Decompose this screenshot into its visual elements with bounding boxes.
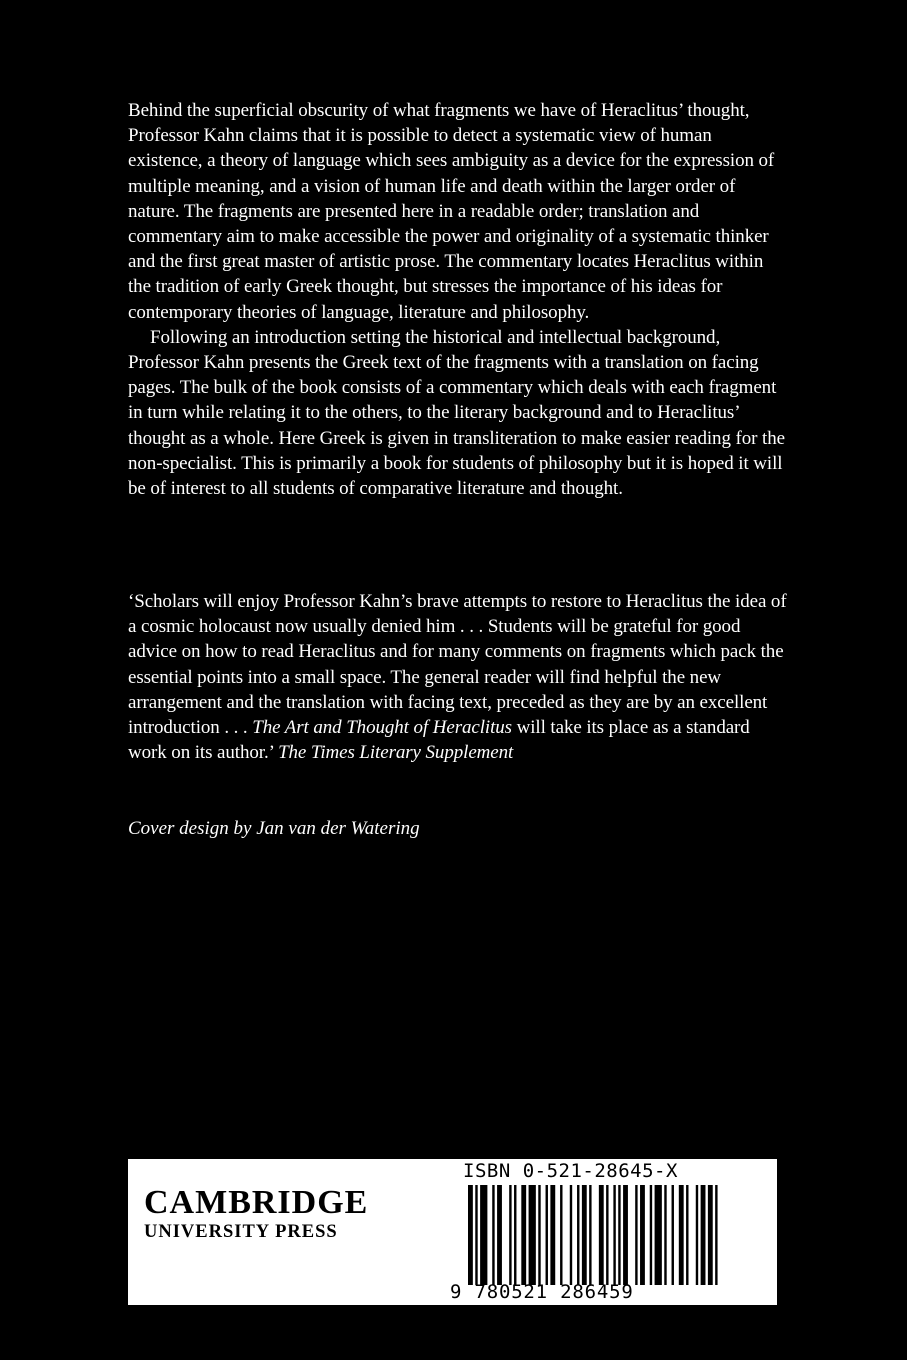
publisher-name: CAMBRIDGE (144, 1184, 369, 1221)
review-book-title: The Art and Thought of Heraclitus (252, 717, 512, 739)
review-source: The Times Literary Supplement (278, 742, 514, 764)
barcode-number: 9 780521 286459 (450, 1281, 634, 1303)
barcode-icon (468, 1185, 720, 1285)
blurb-paragraph-2: Following an introduction setting the historical and intellectual background, Professor Kahn presents the Greek text of the fragments with a translation on facing pages. The bulk of the book consists of a commentary which deals with each fragment in turn while relating it to the others, to the literary background and to Heraclitus’ thought as a whole. Here Greek is given in transliteration to make easier reading for the non-specialist. This is primarily a book for students of philosophy but it is hoped it will be of interest to all students of comparative literature and thought. (128, 326, 785, 500)
review-text-before: ‘Scholars will enjoy Professor Kahn’s brave attempts to restore to Heraclitus the idea of a cosmic holocaust now usually denied him . . . Students will be grateful for good advice on how to read Heraclitus and for many comments on fragments which pack the essential points into a small space. The general reader will find helpful the new arrangement and the translation with facing text, preceded as they are by an excellent introduction . . . (128, 591, 787, 739)
publisher-footer (128, 1159, 777, 1305)
publisher-logo (144, 1185, 368, 1243)
cover-design-credit: Cover design by Jan van der Watering (128, 818, 420, 839)
blurb (128, 98, 788, 501)
blurb-paragraph-1: Behind the superficial obscurity of what fragments we have of Heraclitus’ thought, Professor Kahn claims that it is possible to detect a systematic view of human existence, a theory of language which sees ambiguity as a device for the expression of multiple meaning, and a vision of human life and death within the larger order of nature. The fragments are presented here in a readable order; translation and commentary aim to make accessible the power and originality of a systematic thinker and the first great master of artistic prose. The commentary locates Heraclitus within the tradition of early Greek thought, but stresses the importance of his ideas for contemporary theories of language, literature and philosophy. (128, 100, 775, 323)
review-quote (128, 589, 788, 765)
publisher-subtitle: UNIVERSITY PRESS (144, 1222, 338, 1242)
isbn-label: ISBN 0-521-28645-X (463, 1160, 678, 1182)
review-text-after: will take its place as a standard work on its author.’ (128, 717, 750, 764)
